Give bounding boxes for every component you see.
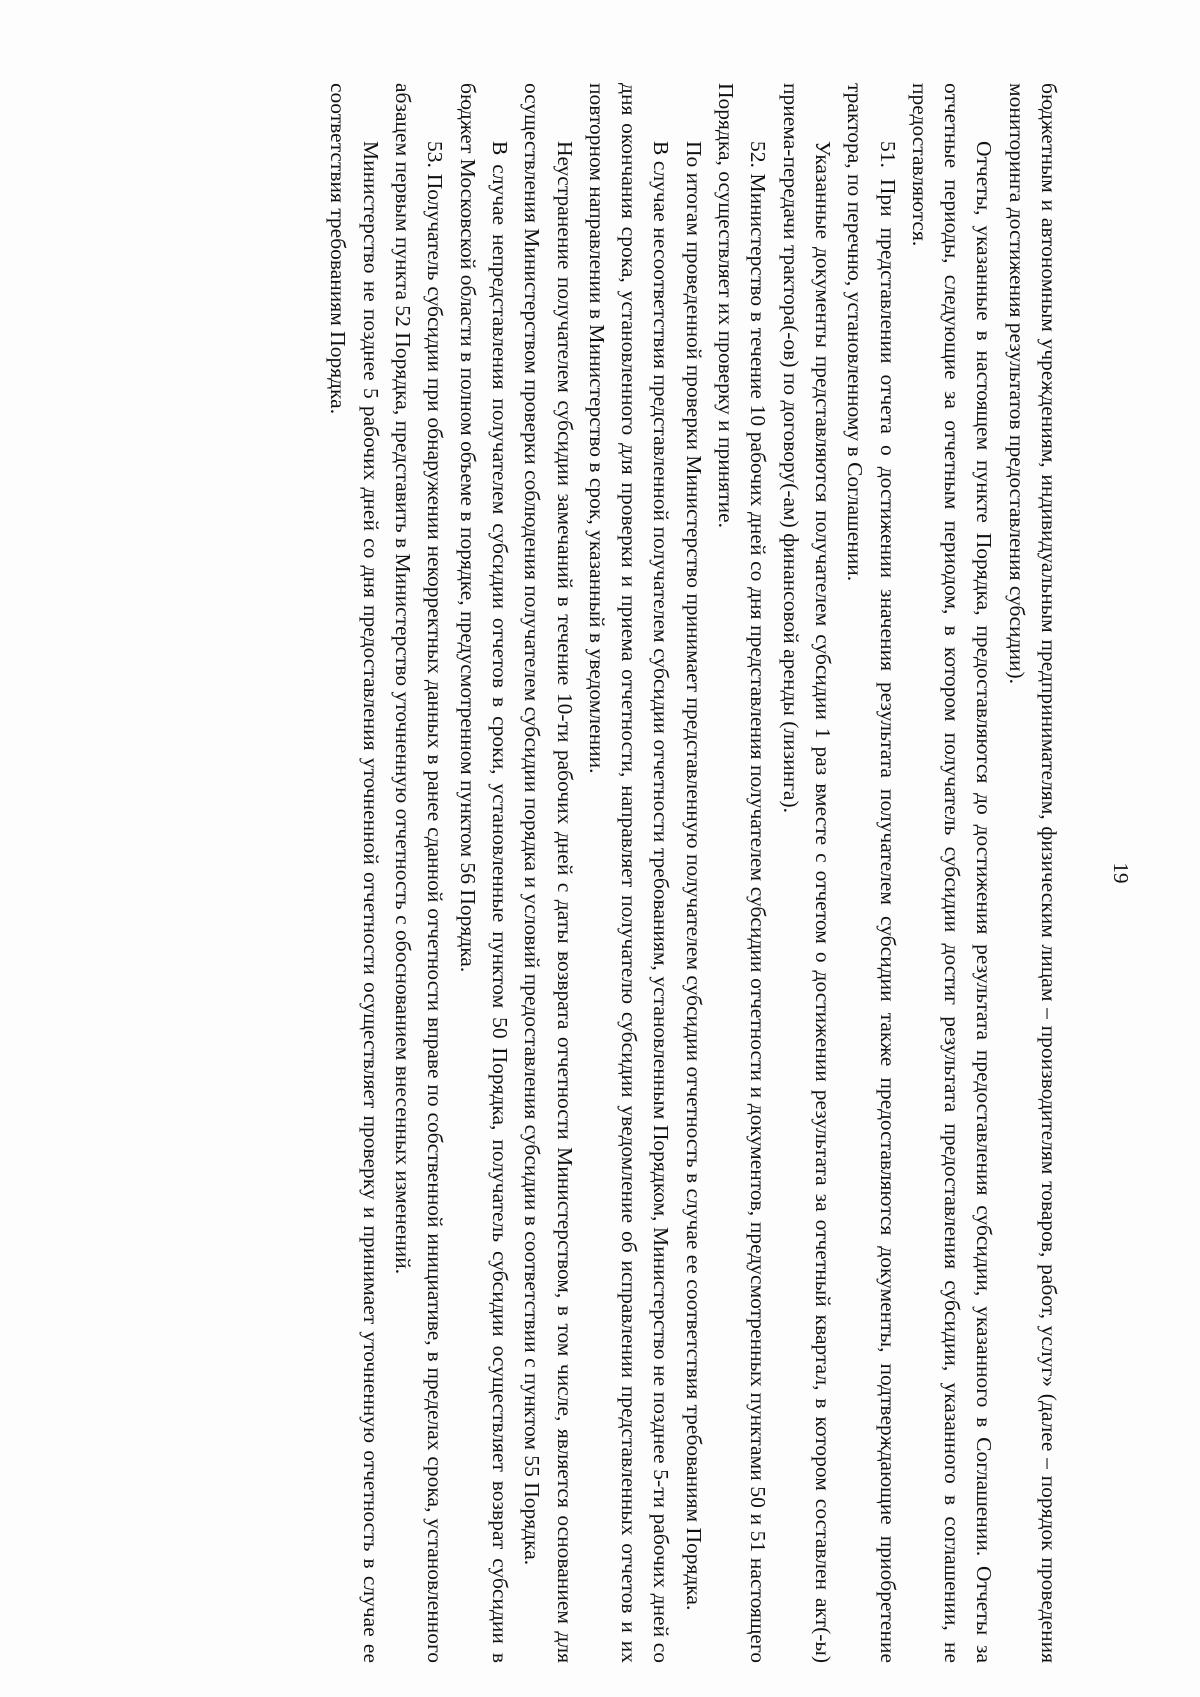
page-number: 19 [1109,862,1133,884]
paragraph: Неустранение получателем субсидии замечаний в течение 10-ти рабочих дней с даты возврата отчетности Министерством, в том числе, является основанием для осуществления Министерством проверки соблюдения получателем субсидии порядка и условий предоставления субсидии в соответствии с пунктом 55 Порядка. [520,83,577,1663]
paragraph: бюджетным и автономным учреждениям, индивидуальным предпринимателям, физическим лицам – производителям товаров, работ, услуг» (далее – порядок проведения мониторинга достижения результатов предоставления субсидии). [1004,83,1061,1663]
rotated-text-frame [135,83,1133,1663]
paragraph: В случае несоответствия представленной получателем субсидии отчетности требованиям, установленным Порядком, Министерство не позднее 5-ти рабочих дней со дня окончания срока, установленного для проверки и приема отчетности, направляет получателю субсидии уведомление об исправлении представленных отчетов и их повторном направлении в Министерство в срок, указанный в уведомлении. [584,83,674,1663]
paragraph: Министерство не позднее 5 рабочих дней со дня предоставления уточненной отчетности осуществляет проверку и принимает уточненную отчетность в случае ее соответствия требованиям Порядка. [326,83,383,1663]
paragraph: Отчеты, указанные в настоящем пункте Порядка, предоставляются до достижения результата предоставления субсидии, указанного в Соглашении. Отчеты за отчетные периоды, следующие за отчетным периодом, в котором получатель субсидии достиг результата предоставления субсидии, указанного в соглашении, не предоставляются. [907,83,997,1663]
paragraph: В случае непредставления получателем субсидии отчетов в сроки, установленные пунктом 50 Порядка, получатель субсидии осуществляет возврат субсидии в бюджет Московской области в полном объеме в порядке, предусмотренном пунктом 56 Порядка. [455,83,512,1663]
paragraph: 52. Министерство в течение 10 рабочих дней со дня представления получателем субсидии отчетности и документов, предусмотренных пунктами 50 и 51 настоящего Порядка, осуществляет их проверку и принятие. [714,83,771,1663]
document-body [322,83,1065,1663]
paragraph: По итогам проведенной проверки Министерство принимает представленную получателем субсидии отчетность в случае ее соответствия требованиям Порядка. [681,141,706,1611]
paragraph: 53. Получатель субсидии при обнаружении некорректных данных в ранее сданной отчетности вправе по собственной инициативе, в пределах срока, установленного абзацем первым пункта 52 Порядка, представить в Министерство уточненную отчетность с обоснованием внесенных изменений. [391,83,448,1663]
paragraph: 51. При представлении отчета о достижении значения результата получателем субсидии также предоставляются документы, подтверждающие приобретение трактора, по перечню, установленному в Соглашении. [843,83,900,1663]
paragraph: Указанные документы представляются получателем субсидии 1 раз вместе с отчетом о достижении результата за отчетный квартал, в котором составлен акт(-ы) приема-передачи трактора(-ов) по договору(-ам) финансовой аренды (лизинга). [778,83,835,1663]
